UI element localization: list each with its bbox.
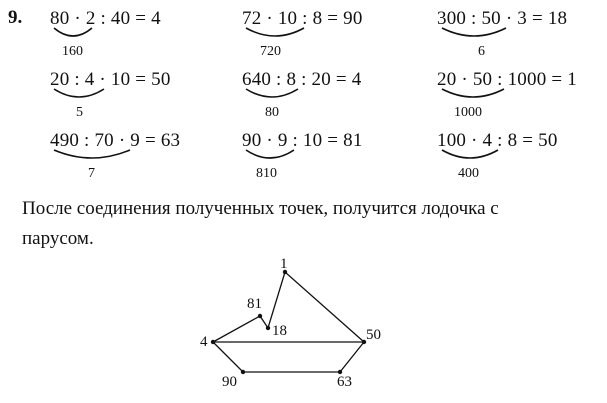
expression-r2c1: 20 : 4 · 10 = 50 — [50, 69, 171, 90]
boat-lines — [213, 272, 364, 372]
expression-r2c2: 640 : 8 : 20 = 4 — [242, 69, 362, 90]
expression-r1c1: 80 · 2 : 40 = 4 — [50, 8, 161, 29]
hull-outline — [213, 342, 364, 372]
intermediate-r1c3: 6 — [478, 44, 485, 59]
intermediate-r1c2: 720 — [260, 44, 281, 59]
intermediate-r2c3: 1000 — [454, 105, 482, 120]
point-4 — [211, 340, 215, 344]
conclusion-line-1: После соединения полученных точек, получится лодочка с — [22, 198, 499, 219]
point-18 — [266, 326, 270, 330]
label-point-1: 1 — [280, 256, 288, 272]
boat-points — [211, 270, 366, 374]
expression-r2c3: 20 · 50 : 1000 = 1 — [437, 69, 577, 90]
intermediate-r3c3: 400 — [458, 166, 479, 181]
label-point-90: 90 — [222, 374, 237, 390]
expression-r1c3: 300 : 50 · 3 = 18 — [437, 8, 568, 29]
label-point-4: 4 — [200, 334, 208, 350]
point-81 — [258, 314, 262, 318]
expression-r3c3: 100 · 4 : 8 = 50 — [437, 130, 558, 151]
conclusion-line-2: парусом. — [22, 228, 94, 249]
label-point-63: 63 — [337, 374, 352, 390]
intermediate-r2c2: 80 — [265, 105, 279, 120]
label-point-81: 81 — [247, 296, 262, 312]
sail-outline — [213, 272, 364, 342]
intermediate-r3c2: 810 — [256, 166, 277, 181]
label-point-18: 18 — [272, 323, 287, 339]
expression-r3c2: 90 · 9 : 10 = 81 — [242, 130, 363, 151]
problem-number: 9. — [8, 7, 23, 28]
expression-r1c2: 72 · 10 : 8 = 90 — [242, 8, 363, 29]
point-90 — [241, 370, 245, 374]
intermediate-r1c1: 160 — [62, 44, 83, 59]
intermediate-r3c1: 7 — [88, 166, 95, 181]
label-point-50: 50 — [366, 327, 381, 343]
expression-r3c1: 490 : 70 · 9 = 63 — [50, 130, 181, 151]
intermediate-r2c1: 5 — [76, 105, 83, 120]
